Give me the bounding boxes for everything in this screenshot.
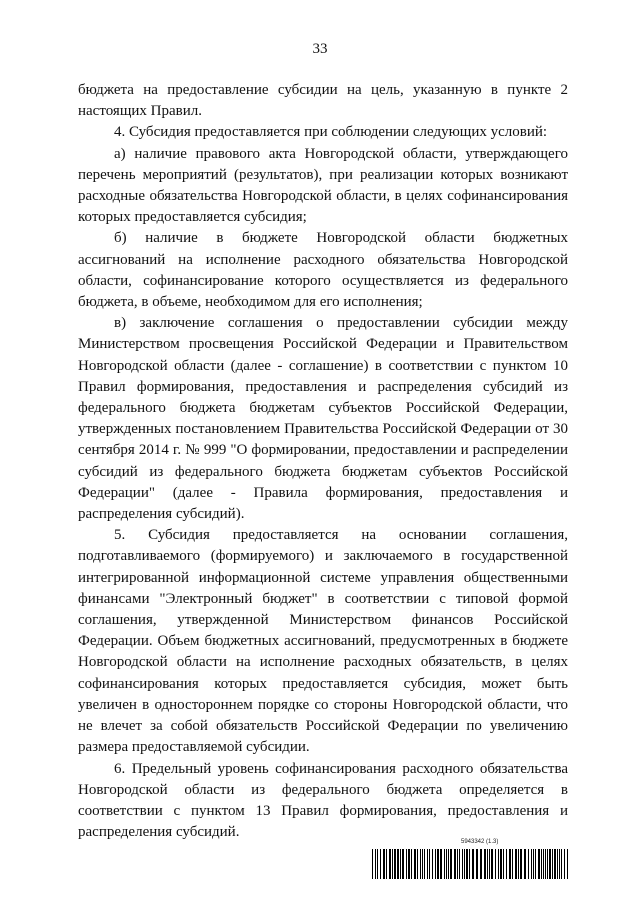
paragraph: 6. Предельный уровень софинансирования расходного обязательства Новгородской области из федерального бюджета определяется в соответствии с пунктом 13 Правил формирования, предоставления и распределения субсидий. — [78, 760, 568, 841]
barcode-icon — [372, 849, 568, 879]
barcode-caption: 5943342 (1.3) — [461, 839, 499, 845]
paragraph: 5. Субсидия предоставляется на основании соглашения, подготавливаемого (формируемого) и заключаемого в государственной интегрированной информационной системе управления общественными финансами "Электронный бюджет" в соответствии с типовой формой соглашения, утвержденной Министерством финансов Российской Федерации. Объем бюджетных ассигнований, предусмотренных в бюджете Новгородской области на исполнение расходных обязательств, в целях софинансирования которых предоставляется субсидия, может быть увеличен в одностороннем порядке со стороны Новгородской области, что не влечет за собой обязательств Российской Федерации по увеличению размера предоставляемой субсидии. — [78, 527, 568, 756]
barcode-block — [372, 839, 568, 879]
document-body — [78, 80, 568, 843]
paragraph: в) заключение соглашения о предоставлении субсидии между Министерством просвещения Российской Федерации и Правительством Новгородской области (далее - соглашение) в соответствии с пунктом 10 Правил формирования, предоставления и распределения субсидий из федерального бюджета бюджетам субъектов Российской Федерации, утвержденных постановлением Правительства Российской Федерации от 30 сентября 2014 г. № 999 "О формировании, предоставлении и распределении субсидий из федерального бюджета бюджетам субъектов Российской Федерации" (далее - Правила формирования, предоставления и распределения субсидий). — [78, 315, 568, 523]
paragraph: бюджета на предоставление субсидии на цель, указанную в пункте 2 настоящих Правил. — [78, 82, 568, 120]
page-number: 33 — [312, 41, 328, 57]
paragraph: б) наличие в бюджете Новгородской области бюджетных ассигнований на исполнение расходного обязательства Новгородской области, софинансирование которого осуществляется из федерального бюджета, в объеме, необходимом для его исполнения; — [78, 230, 568, 311]
paragraph: а) наличие правового акта Новгородской области, утверждающего перечень мероприятий (результатов), при реализации которых возникают расходные обязательства Новгородской области, в целях софинансирования которых предоставляется субсидия; — [78, 145, 568, 226]
paragraph: 4. Субсидия предоставляется при соблюдении следующих условий: — [114, 124, 548, 141]
